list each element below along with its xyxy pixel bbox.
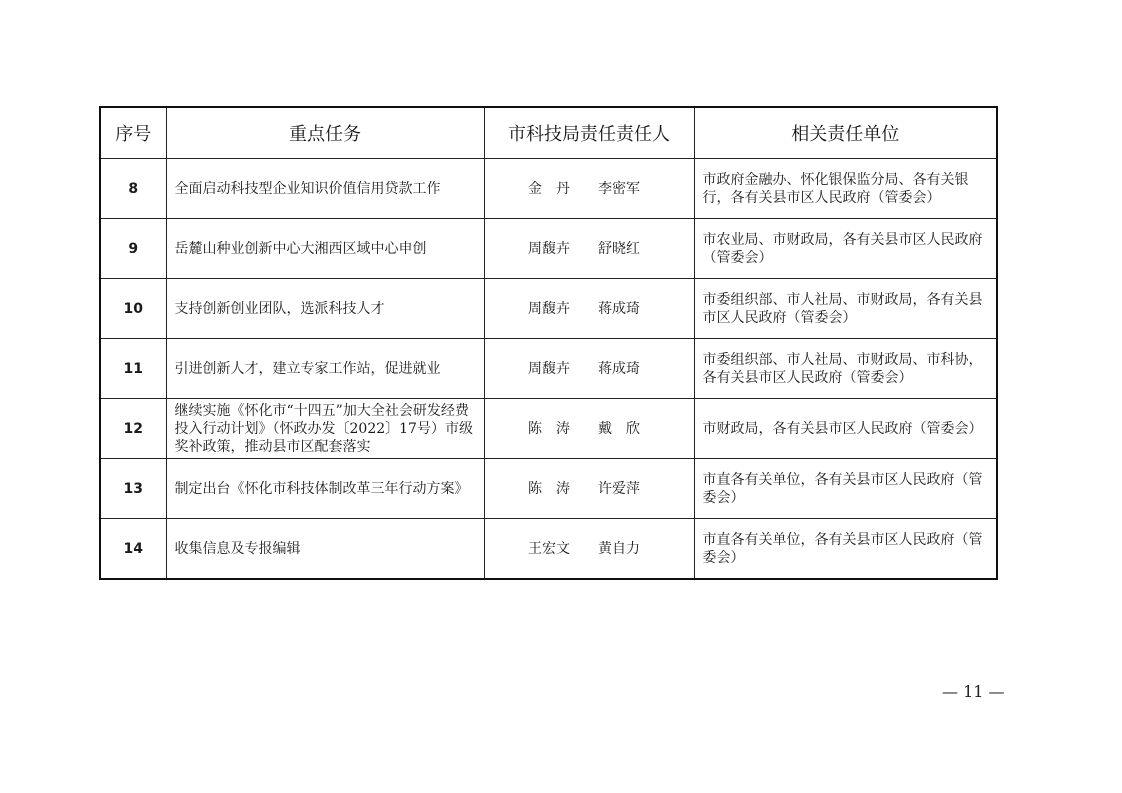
person-secondary: 舒晓红 <box>598 240 640 257</box>
row-persons <box>484 159 694 219</box>
table-row <box>100 519 997 580</box>
header-person: 市科技局责任责任人 <box>484 107 694 159</box>
person-primary: 周馥卉 <box>528 300 570 317</box>
row-number: 10 <box>100 279 166 339</box>
table-row <box>100 399 997 459</box>
row-task: 支持创新创业团队，选派科技人才 <box>166 279 484 339</box>
person-secondary: 蒋成琦 <box>598 360 640 377</box>
row-persons <box>484 279 694 339</box>
header-no: 序号 <box>100 107 166 159</box>
row-persons <box>484 459 694 519</box>
responsibility-table <box>99 106 998 580</box>
row-units: 市政府金融办、怀化银保监分局、各有关银行，各有关县市区人民政府（管委会） <box>694 159 997 219</box>
header-units: 相关责任单位 <box>694 107 997 159</box>
person-primary: 陈 涛 <box>528 480 570 497</box>
row-number: 14 <box>100 519 166 580</box>
person-secondary: 李密军 <box>598 180 640 197</box>
row-number: 9 <box>100 219 166 279</box>
person-secondary: 许爱萍 <box>598 480 640 497</box>
row-number: 12 <box>100 399 166 459</box>
table-header-row <box>100 107 997 159</box>
person-secondary: 蒋成琦 <box>598 300 640 317</box>
row-units: 市直各有关单位，各有关县市区人民政府（管委会） <box>694 459 997 519</box>
row-units: 市委组织部、市人社局、市财政局、市科协，各有关县市区人民政府（管委会） <box>694 339 997 399</box>
table-row <box>100 459 997 519</box>
row-task: 制定出台《怀化市科技体制改革三年行动方案》 <box>166 459 484 519</box>
row-number: 11 <box>100 339 166 399</box>
person-secondary: 黄自力 <box>598 540 640 557</box>
row-task: 继续实施《怀化市“十四五”加大全社会研发经费投入行动计划》（怀政办发〔2022〕17号）市级奖补政策，推动县市区配套落实 <box>166 399 484 459</box>
person-primary: 王宏文 <box>528 540 570 557</box>
table-row <box>100 219 997 279</box>
row-task: 全面启动科技型企业知识价值信用贷款工作 <box>166 159 484 219</box>
row-number: 13 <box>100 459 166 519</box>
row-task: 岳麓山种业创新中心大湘西区域中心申创 <box>166 219 484 279</box>
row-persons <box>484 399 694 459</box>
row-persons <box>484 519 694 580</box>
row-units: 市委组织部、市人社局、市财政局，各有关县市区人民政府（管委会） <box>694 279 997 339</box>
header-task: 重点任务 <box>166 107 484 159</box>
row-units: 市直各有关单位，各有关县市区人民政府（管委会） <box>694 519 997 580</box>
row-task: 引进创新人才，建立专家工作站，促进就业 <box>166 339 484 399</box>
person-primary: 周馥卉 <box>528 240 570 257</box>
table-row <box>100 159 997 219</box>
page-number: — 11 — <box>942 682 1005 701</box>
table-row <box>100 339 997 399</box>
row-number: 8 <box>100 159 166 219</box>
person-primary: 周馥卉 <box>528 360 570 377</box>
row-task: 收集信息及专报编辑 <box>166 519 484 580</box>
person-primary: 陈 涛 <box>528 420 570 437</box>
row-persons <box>484 219 694 279</box>
person-secondary: 戴 欣 <box>598 420 640 437</box>
row-units: 市农业局、市财政局，各有关县市区人民政府（管委会） <box>694 219 997 279</box>
table-row <box>100 279 997 339</box>
row-persons <box>484 339 694 399</box>
row-units: 市财政局，各有关县市区人民政府（管委会） <box>694 399 997 459</box>
person-primary: 金 丹 <box>528 180 570 197</box>
